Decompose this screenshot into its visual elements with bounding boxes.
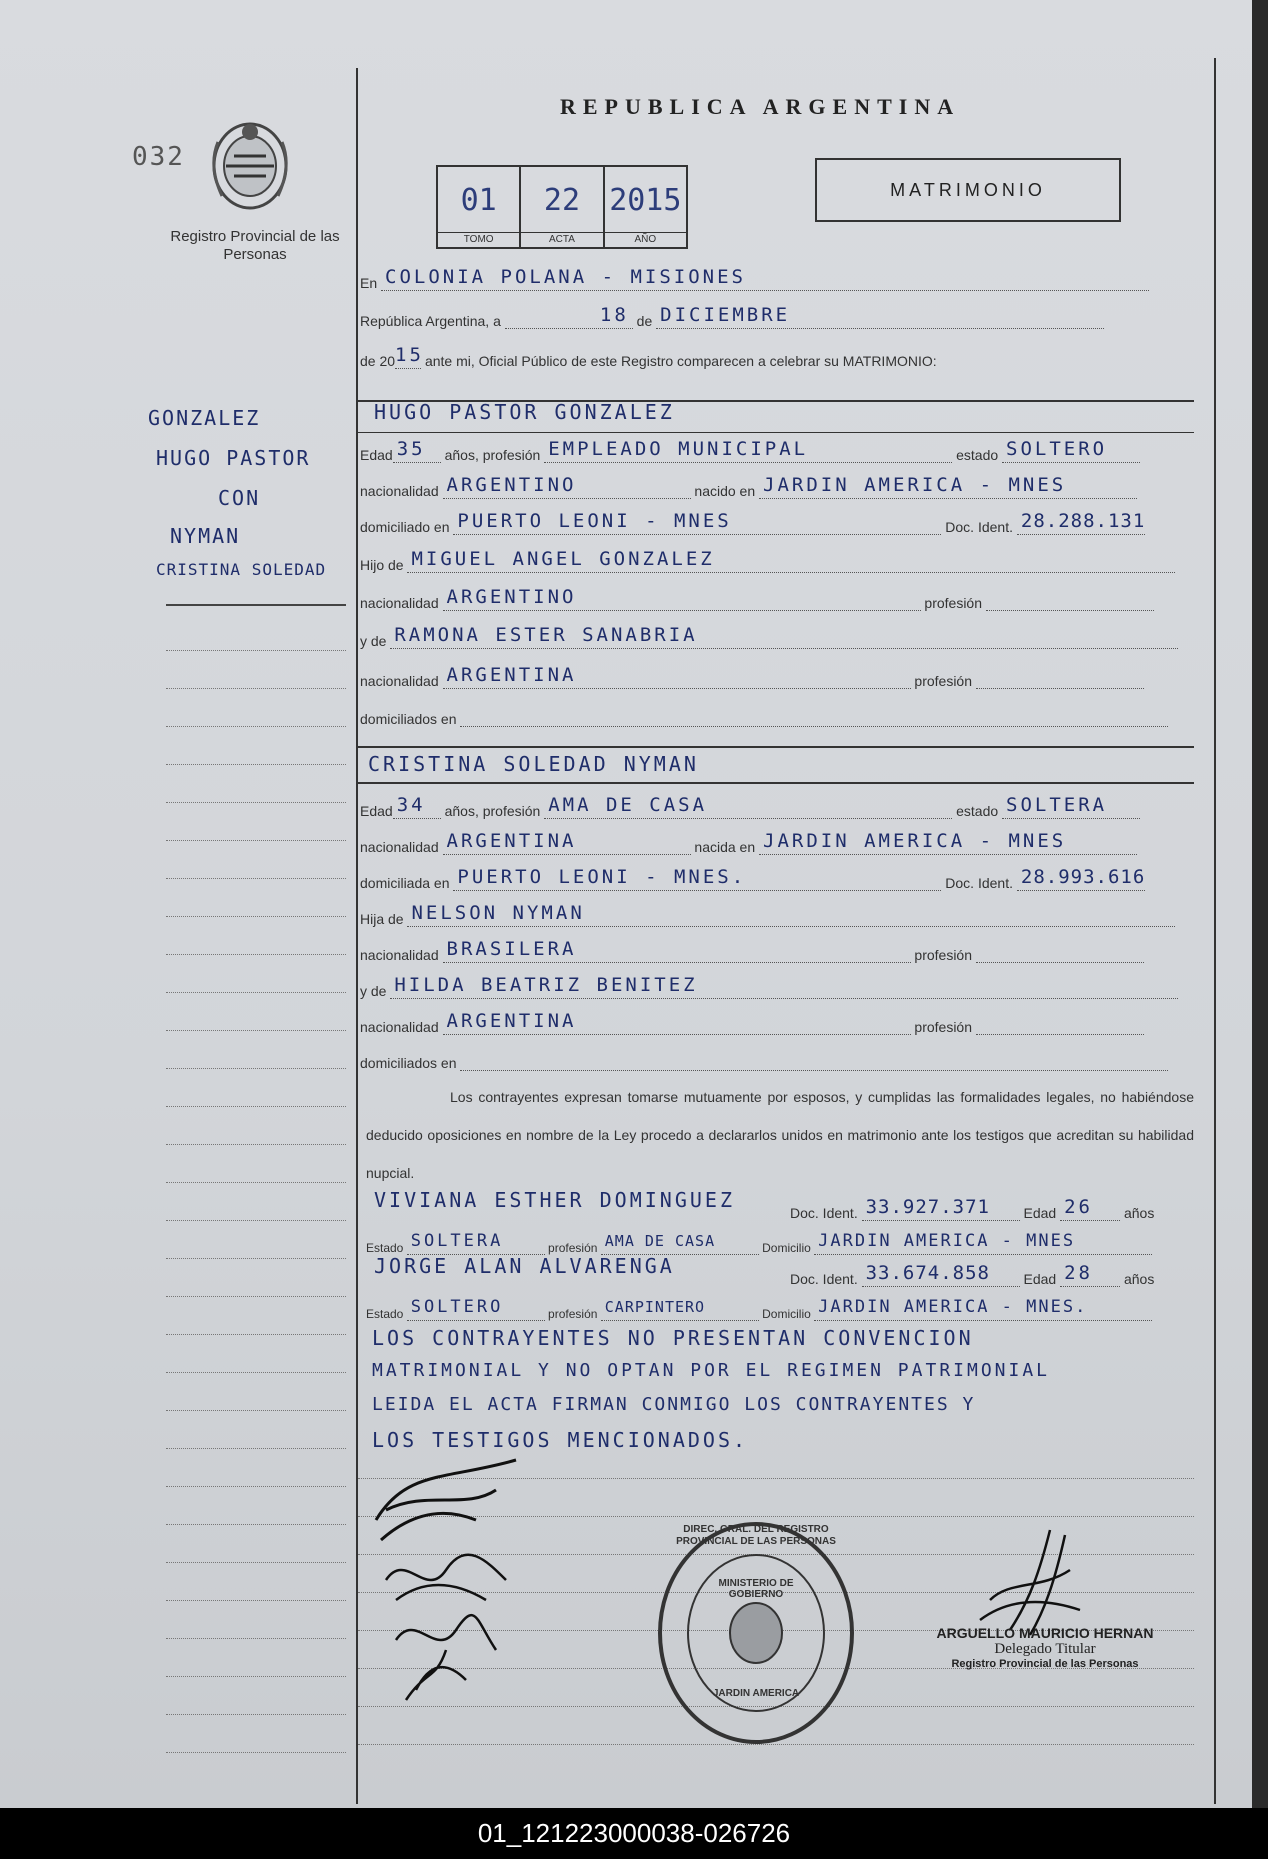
witness-2-id-row bbox=[790, 1260, 1204, 1290]
bride-mother: HILDA BEATRIZ BENITEZ bbox=[390, 972, 1178, 999]
acta-value: 22 bbox=[543, 183, 581, 218]
official-block bbox=[935, 1625, 1155, 1670]
margin-rule bbox=[166, 1562, 346, 1563]
witness-2-profession: CARPINTERO bbox=[601, 1294, 759, 1321]
bride-father-prof bbox=[976, 936, 1144, 963]
bride-father-nat: BRASILERA bbox=[443, 936, 911, 963]
margin-rule bbox=[166, 1600, 346, 1601]
margin-rule bbox=[166, 764, 346, 765]
groom-profession: EMPLEADO MUNICIPAL bbox=[544, 436, 952, 463]
bride-parents-dom-row bbox=[360, 1044, 1204, 1074]
groom-parents-dom-row bbox=[360, 700, 1204, 730]
year-suffix: 15 bbox=[395, 342, 421, 369]
domiciliada-label: domiciliada en bbox=[360, 875, 450, 891]
margin-rule bbox=[166, 954, 346, 955]
margin-rule bbox=[166, 1258, 346, 1259]
groom-father-prof bbox=[986, 584, 1154, 611]
day-value: 18 bbox=[505, 302, 633, 329]
domicilio-label: Domicilio bbox=[762, 1241, 811, 1255]
edad-label: Edad bbox=[360, 803, 393, 819]
bride-dom-row bbox=[360, 864, 1204, 894]
groom-mother: RAMONA ESTER SANABRIA bbox=[390, 622, 1178, 649]
acta-cell bbox=[521, 167, 604, 247]
margin-rule bbox=[166, 1448, 346, 1449]
estado-label: Estado bbox=[366, 1307, 404, 1321]
witness-2-doc: 33.674.858 bbox=[862, 1260, 1020, 1287]
left-rule bbox=[356, 68, 358, 1804]
edad-label: Edad bbox=[1023, 1205, 1057, 1221]
place-row bbox=[360, 264, 1204, 294]
bride-age: 34 bbox=[393, 792, 441, 819]
witness-1-doc: 33.927.371 bbox=[862, 1194, 1020, 1221]
intro-text: ante mi, Oficial Público de este Registro comparecen a celebrar su MATRIMONIO: bbox=[424, 353, 937, 369]
country-title: REPUBLICA ARGENTINA bbox=[560, 94, 961, 119]
place-value: COLONIA POLANA - MISIONES bbox=[381, 264, 1149, 291]
page-edge bbox=[1252, 0, 1268, 1808]
groom-status: SOLTERO bbox=[1002, 436, 1140, 463]
witness-1-age: 26 bbox=[1060, 1194, 1120, 1221]
anio-value: 2015 bbox=[609, 183, 682, 218]
margin-underline bbox=[166, 604, 346, 606]
doc-label: Doc. Ident. bbox=[945, 875, 1013, 891]
margin-line-5: CRISTINA SOLEDAD bbox=[156, 560, 327, 579]
domiciliado-label: domiciliado en bbox=[360, 519, 450, 535]
groom-name: HUGO PASTOR GONZALEZ bbox=[374, 400, 675, 424]
anos-profesion-label: años, profesión bbox=[444, 447, 541, 463]
official-signature-icon bbox=[970, 1530, 1090, 1640]
stamp-ring-text: DIREC. GRAL. DEL REGISTRO PROVINCIAL DE LAS PERSONAS bbox=[676, 1524, 836, 1547]
stamp-inner-text: MINISTERIO DE GOBIERNO bbox=[718, 1578, 794, 1600]
nacionalidad-label: nacionalidad bbox=[360, 673, 439, 689]
witness-2-status: SOLTERO bbox=[407, 1294, 545, 1321]
official-stamp bbox=[656, 1520, 856, 1746]
margin-rule bbox=[166, 916, 346, 917]
record-box bbox=[436, 165, 688, 249]
nacionalidad-label: nacionalidad bbox=[360, 839, 439, 855]
anos-profesion-label: años, profesión bbox=[444, 803, 541, 819]
groom-father-row bbox=[360, 546, 1204, 576]
registry-label: Registro Provincial de las Personas bbox=[170, 228, 340, 263]
nacionalidad-label: nacionalidad bbox=[360, 947, 439, 963]
bride-address: PUERTO LEONI - MNES. bbox=[453, 864, 941, 891]
note-line-3: LEIDA EL ACTA FIRMAN CONMIGO LOS CONTRAYENTES Y bbox=[372, 1394, 976, 1415]
groom-dom-row bbox=[360, 508, 1204, 538]
profesion-label: profesión bbox=[914, 947, 972, 963]
doc-label: Doc. Ident. bbox=[945, 519, 1013, 535]
bride-parents-address bbox=[460, 1044, 1168, 1071]
edad-label: Edad bbox=[1023, 1271, 1057, 1287]
edad-label: Edad bbox=[360, 447, 393, 463]
de-label: de bbox=[636, 313, 653, 329]
estado-label: Estado bbox=[366, 1241, 404, 1255]
domiciliados-label: domiciliados en bbox=[360, 711, 457, 727]
witness-2-age: 28 bbox=[1060, 1260, 1120, 1287]
bride-mother-prof bbox=[976, 1008, 1144, 1035]
profesion-label: profesión bbox=[548, 1241, 598, 1255]
groom-nationality: ARGENTINO bbox=[443, 472, 691, 499]
anos-label: años bbox=[1123, 1205, 1155, 1221]
margin-rule bbox=[166, 1410, 346, 1411]
bride-status: SOLTERA bbox=[1002, 792, 1140, 819]
margin-rule bbox=[166, 1068, 346, 1069]
margin-line-4: NYMAN bbox=[170, 524, 241, 548]
section-rule bbox=[358, 746, 1194, 748]
note-line-2: MATRIMONIAL Y NO OPTAN POR EL REGIMEN PATRIMONIAL bbox=[372, 1360, 1051, 1381]
folio-number: 032 bbox=[132, 142, 185, 172]
bride-nat-row bbox=[360, 828, 1204, 858]
margin-rule bbox=[166, 1486, 346, 1487]
margin-rule bbox=[166, 992, 346, 993]
groom-doc: 28.288.131 bbox=[1017, 508, 1145, 535]
bride-nationality: ARGENTINA bbox=[443, 828, 691, 855]
official-org: Registro Provincial de las Personas bbox=[951, 1658, 1139, 1670]
profesion-label: profesión bbox=[924, 595, 982, 611]
anio-cell bbox=[605, 167, 686, 247]
hijo-label: Hijo de bbox=[360, 557, 404, 573]
anos-label: años bbox=[1123, 1271, 1155, 1287]
tomo-label: TOMO bbox=[438, 232, 519, 247]
profesion-label: profesión bbox=[914, 673, 972, 689]
margin-line-3: CON bbox=[218, 486, 261, 510]
bride-father: NELSON NYMAN bbox=[407, 900, 1175, 927]
bride-birthplace: JARDIN AMERICA - MNES bbox=[759, 828, 1137, 855]
nacionalidad-label: nacionalidad bbox=[360, 1019, 439, 1035]
declaration-text: Los contrayentes expresan tomarse mutuamente por esposos, y cumplidas las formalidades legales, no habiéndose deducido oposiciones en nombre de la Ley procedo a declararlos unidos en matrimonio ante los testigos que acreditan su habilidad nupcial. bbox=[366, 1089, 1194, 1181]
witness-1-id-row bbox=[790, 1194, 1204, 1224]
nacida-label: nacida en bbox=[694, 839, 756, 855]
witness-2-address: JARDIN AMERICA - MNES. bbox=[814, 1294, 1152, 1321]
official-title: Delegado Titular bbox=[994, 1641, 1096, 1657]
groom-mother-prof bbox=[976, 662, 1144, 689]
margin-rule bbox=[166, 878, 346, 879]
margin-line-2: HUGO PASTOR bbox=[156, 446, 311, 470]
witness-1-name: VIVIANA ESTHER DOMINGUEZ bbox=[374, 1188, 735, 1212]
margin-rule bbox=[166, 1676, 346, 1677]
note-line-4: LOS TESTIGOS MENCIONADOS. bbox=[372, 1428, 749, 1452]
bride-mother-row bbox=[360, 972, 1204, 1002]
signatures-icon bbox=[366, 1450, 526, 1710]
stamp-icon bbox=[656, 1520, 856, 1746]
margin-rule bbox=[166, 1638, 346, 1639]
groom-age: 35 bbox=[393, 436, 441, 463]
margin-line-1: GONZALEZ bbox=[148, 406, 261, 430]
bride-name-row bbox=[360, 752, 1204, 782]
domicilio-label: Domicilio bbox=[762, 1307, 811, 1321]
nacido-label: nacido en bbox=[694, 483, 756, 499]
official-name: ARGUELLO MAURICIO HERNAN bbox=[936, 1625, 1154, 1641]
witness-2-name: JORGE ALAN ALVARENGA bbox=[374, 1254, 675, 1278]
margin-rule bbox=[166, 1334, 346, 1335]
margin-rule bbox=[166, 1524, 346, 1525]
margin-rule bbox=[166, 840, 346, 841]
witness-2-detail-row bbox=[366, 1294, 1204, 1324]
margin-rule bbox=[166, 1144, 346, 1145]
margin-rule bbox=[166, 1714, 346, 1715]
anio-label: AÑO bbox=[605, 232, 686, 247]
margin-rule bbox=[166, 1182, 346, 1183]
margin-rule bbox=[166, 1296, 346, 1297]
groom-father-nat-row bbox=[360, 584, 1204, 614]
groom-age-row bbox=[360, 436, 1204, 466]
doc-label: Doc. Ident. bbox=[790, 1271, 858, 1287]
bride-father-nat-row bbox=[360, 936, 1204, 966]
bride-age-row bbox=[360, 792, 1204, 822]
domiciliados-label: domiciliados en bbox=[360, 1055, 457, 1071]
year-row bbox=[360, 342, 1204, 372]
nacionalidad-label: nacionalidad bbox=[360, 483, 439, 499]
doc-label: Doc. Ident. bbox=[790, 1205, 858, 1221]
date-row bbox=[360, 302, 1204, 332]
groom-parents-address bbox=[460, 700, 1168, 727]
section-rule bbox=[358, 782, 1194, 784]
groom-nat-row bbox=[360, 472, 1204, 502]
profesion-label: profesión bbox=[548, 1307, 598, 1321]
acta-label: ACTA bbox=[521, 232, 602, 247]
doc-type-box: MATRIMONIO bbox=[815, 158, 1121, 222]
bride-mother-nat-row bbox=[360, 1008, 1204, 1038]
tomo-cell bbox=[438, 167, 521, 247]
witness-1-status: SOLTERA bbox=[407, 1228, 545, 1255]
margin-rule bbox=[166, 726, 346, 727]
province-seal-icon bbox=[204, 112, 296, 216]
hija-label: Hija de bbox=[360, 911, 404, 927]
estado-label: estado bbox=[956, 447, 999, 463]
right-rule bbox=[1214, 58, 1216, 1804]
groom-address: PUERTO LEONI - MNES bbox=[453, 508, 941, 535]
margin-rule bbox=[166, 1752, 346, 1753]
yde-label: y de bbox=[360, 633, 387, 649]
margin-rule bbox=[166, 802, 346, 803]
tomo-value: 01 bbox=[460, 183, 497, 218]
groom-name-row bbox=[360, 400, 1204, 430]
groom-father-nat: ARGENTINO bbox=[443, 584, 921, 611]
witness-1-profession: AMA DE CASA bbox=[601, 1228, 759, 1255]
bride-profession: AMA DE CASA bbox=[544, 792, 952, 819]
bride-name: CRISTINA SOLEDAD NYMAN bbox=[368, 752, 699, 776]
year-prefix: de 20 bbox=[360, 353, 396, 369]
margin-rule bbox=[166, 650, 346, 651]
bride-father-row bbox=[360, 900, 1204, 930]
bride-mother-nat: ARGENTINA bbox=[443, 1008, 911, 1035]
margin-rule bbox=[166, 1106, 346, 1107]
stamp-bottom-text: JARDIN AMERICA bbox=[712, 1688, 800, 1699]
section-rule bbox=[358, 432, 1194, 433]
groom-mother-nat-row bbox=[360, 662, 1204, 692]
groom-mother-nat: ARGENTINA bbox=[443, 662, 911, 689]
note-line-1: LOS CONTRAYENTES NO PRESENTAN CONVENCION bbox=[372, 1326, 974, 1350]
estado-label: estado bbox=[956, 803, 999, 819]
margin-rule bbox=[166, 1220, 346, 1221]
groom-mother-row bbox=[360, 622, 1204, 652]
nacionalidad-label: nacionalidad bbox=[360, 595, 439, 611]
witness-1-address: JARDIN AMERICA - MNES bbox=[814, 1228, 1152, 1255]
footer-code: 01_121223000038-026726 bbox=[0, 1808, 1268, 1859]
margin-rule bbox=[166, 688, 346, 689]
groom-father: MIGUEL ANGEL GONZALEZ bbox=[407, 546, 1175, 573]
yde-label: y de bbox=[360, 983, 387, 999]
margin-rule bbox=[166, 1030, 346, 1031]
en-label: En bbox=[360, 275, 378, 291]
margin-rule bbox=[166, 1372, 346, 1373]
groom-birthplace: JARDIN AMERICA - MNES bbox=[759, 472, 1137, 499]
month-value: DICIEMBRE bbox=[656, 302, 1104, 329]
bride-doc: 28.993.616 bbox=[1017, 864, 1145, 891]
profesion-label: profesión bbox=[914, 1019, 972, 1035]
republica-label: República Argentina, a bbox=[360, 313, 501, 329]
